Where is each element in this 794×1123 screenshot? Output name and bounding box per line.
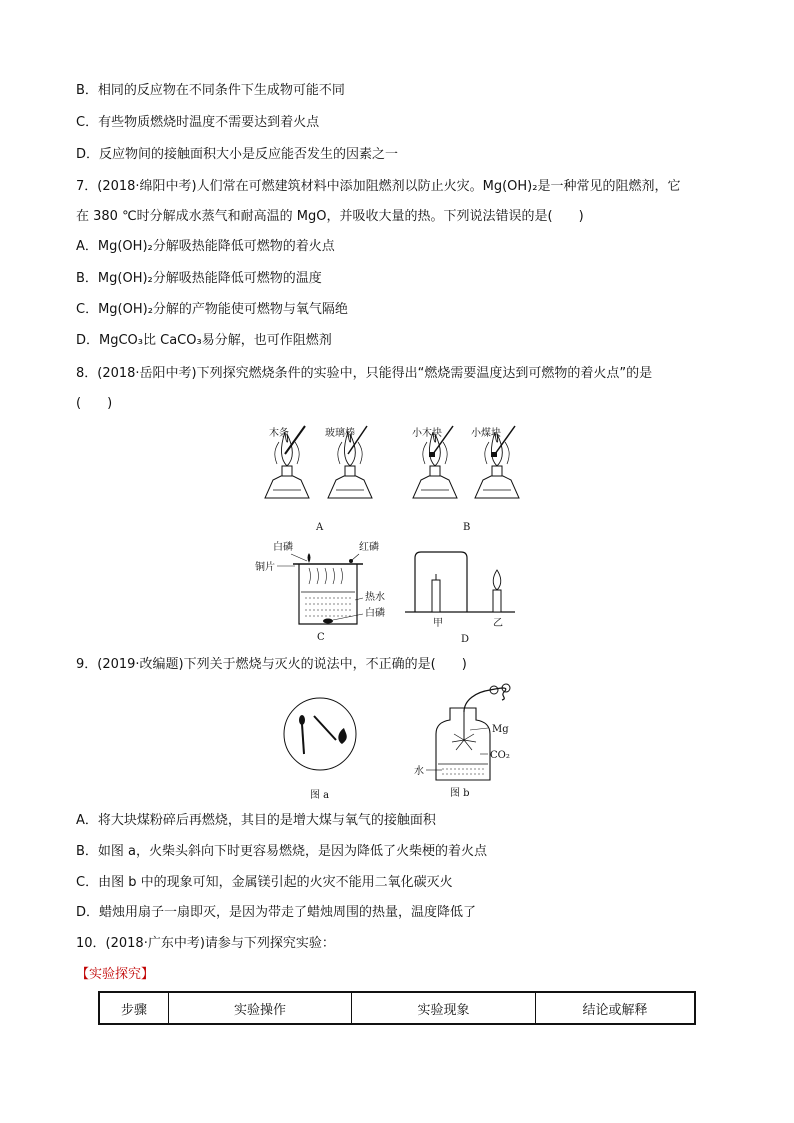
fig8-d-jia: 甲 (433, 618, 443, 629)
q7-option-a: A．Mg(OH)₂分解吸热能降低可燃物的着火点 (76, 239, 335, 254)
q9-option-a: A．将大块煤粉碎后再燃烧，其目的是增大煤与氧气的接触面积 (76, 813, 436, 828)
experiment-table (98, 991, 696, 1025)
q8-figure (255, 420, 545, 645)
fig8-a-glass-label: 玻璃棒 (325, 428, 355, 439)
fig8-c-red-p: 红磷 (359, 542, 379, 553)
table-header-cell: 步骤 (99, 992, 169, 1024)
fig8-a (265, 426, 372, 533)
fig9-b-mg: Mg (492, 724, 509, 735)
section-tag: 【实验探究】 (76, 967, 155, 982)
fig8-b (412, 426, 519, 533)
q6-option-c: C．有些物质燃烧时温度不需要达到着火点 (76, 115, 320, 130)
table-header-cell: 结论或解释 (536, 992, 696, 1024)
q10-stem: 10．(2018·广东中考)请参与下列探究实验： (76, 936, 335, 951)
fig8-b-label: B (463, 522, 471, 533)
fig9-b-caption: 图 b (450, 788, 470, 799)
fig8-c-label: C (317, 632, 325, 643)
q6-option-b: B．相同的反应物在不同条件下生成物可能不同 (76, 83, 345, 98)
table-header-cell: 实验现象 (352, 992, 536, 1024)
fig8-a-label: A (316, 522, 324, 533)
fig8-a-wood-label: 木条 (269, 428, 289, 439)
fig9-b-water: 水 (414, 766, 424, 777)
q7-option-c: C．Mg(OH)₂分解的产物能使可燃物与氧气隔绝 (76, 302, 348, 317)
fig8-d (405, 552, 515, 645)
fig9-b (414, 684, 510, 799)
q8-stem-line1: 8．(2018·岳阳中考)下列探究燃烧条件的实验中，只能得出“燃烧需要温度达到可燃物的着火点”的是 (76, 366, 653, 381)
q9-stem: 9．(2019·改编题)下列关于燃烧与灭火的说法中，不正确的是( ) (76, 657, 467, 672)
fig9-a (284, 698, 356, 801)
q9-option-d: D．蜡烛用扇子一扇即灭，是因为带走了蜡烛周围的热量，温度降低了 (76, 905, 477, 920)
fig8-d-yi: 乙 (493, 618, 503, 629)
fig8-c-copper: 铜片 (255, 562, 275, 573)
q7-stem-line2: 在 380 ℃时分解成水蒸气和耐高温的 MgO，并吸收大量的热。下列说法错误的是( ) (76, 209, 584, 224)
q6-option-d: D．反应物间的接触面积大小是反应能否发生的因素之一 (76, 147, 399, 162)
q7-option-b: B．Mg(OH)₂分解吸热能降低可燃物的温度 (76, 271, 322, 286)
fig8-c-white-p-top: 白磷 (273, 542, 293, 553)
fig9-b-co2: CO₂ (490, 750, 510, 761)
q9-option-c: C．由图 b 中的现象可知，金属镁引起的火灾不能用二氧化碳灭火 (76, 875, 453, 890)
q7-stem-line1: 7．(2018·绵阳中考)人们常在可燃建筑材料中添加阻燃剂以防止火灾。Mg(OH)₂是一种常见的阻燃剂，它 (76, 179, 681, 194)
q9-option-b: B．如图 a，火柴头斜向下时更容易燃烧，是因为降低了火柴梗的着火点 (76, 844, 488, 859)
table-header-cell: 实验操作 (169, 992, 352, 1024)
q8-stem-line2: ( ) (76, 396, 113, 411)
fig8-c-hot-water: 热水 (365, 592, 385, 603)
fig8-d-label: D (461, 634, 470, 645)
q9-figure (270, 682, 530, 804)
fig8-c-white-p-bottom: 白磷 (365, 608, 385, 619)
q7-option-d: D．MgCO₃比 CaCO₃易分解，也可作阻燃剂 (76, 333, 332, 348)
fig8-b-wood-label: 小木块 (412, 428, 442, 439)
fig8-c (255, 540, 385, 643)
fig9-a-caption: 图 a (310, 790, 330, 801)
table-header-row (99, 992, 695, 1024)
fig8-b-coal-label: 小煤块 (471, 428, 501, 439)
